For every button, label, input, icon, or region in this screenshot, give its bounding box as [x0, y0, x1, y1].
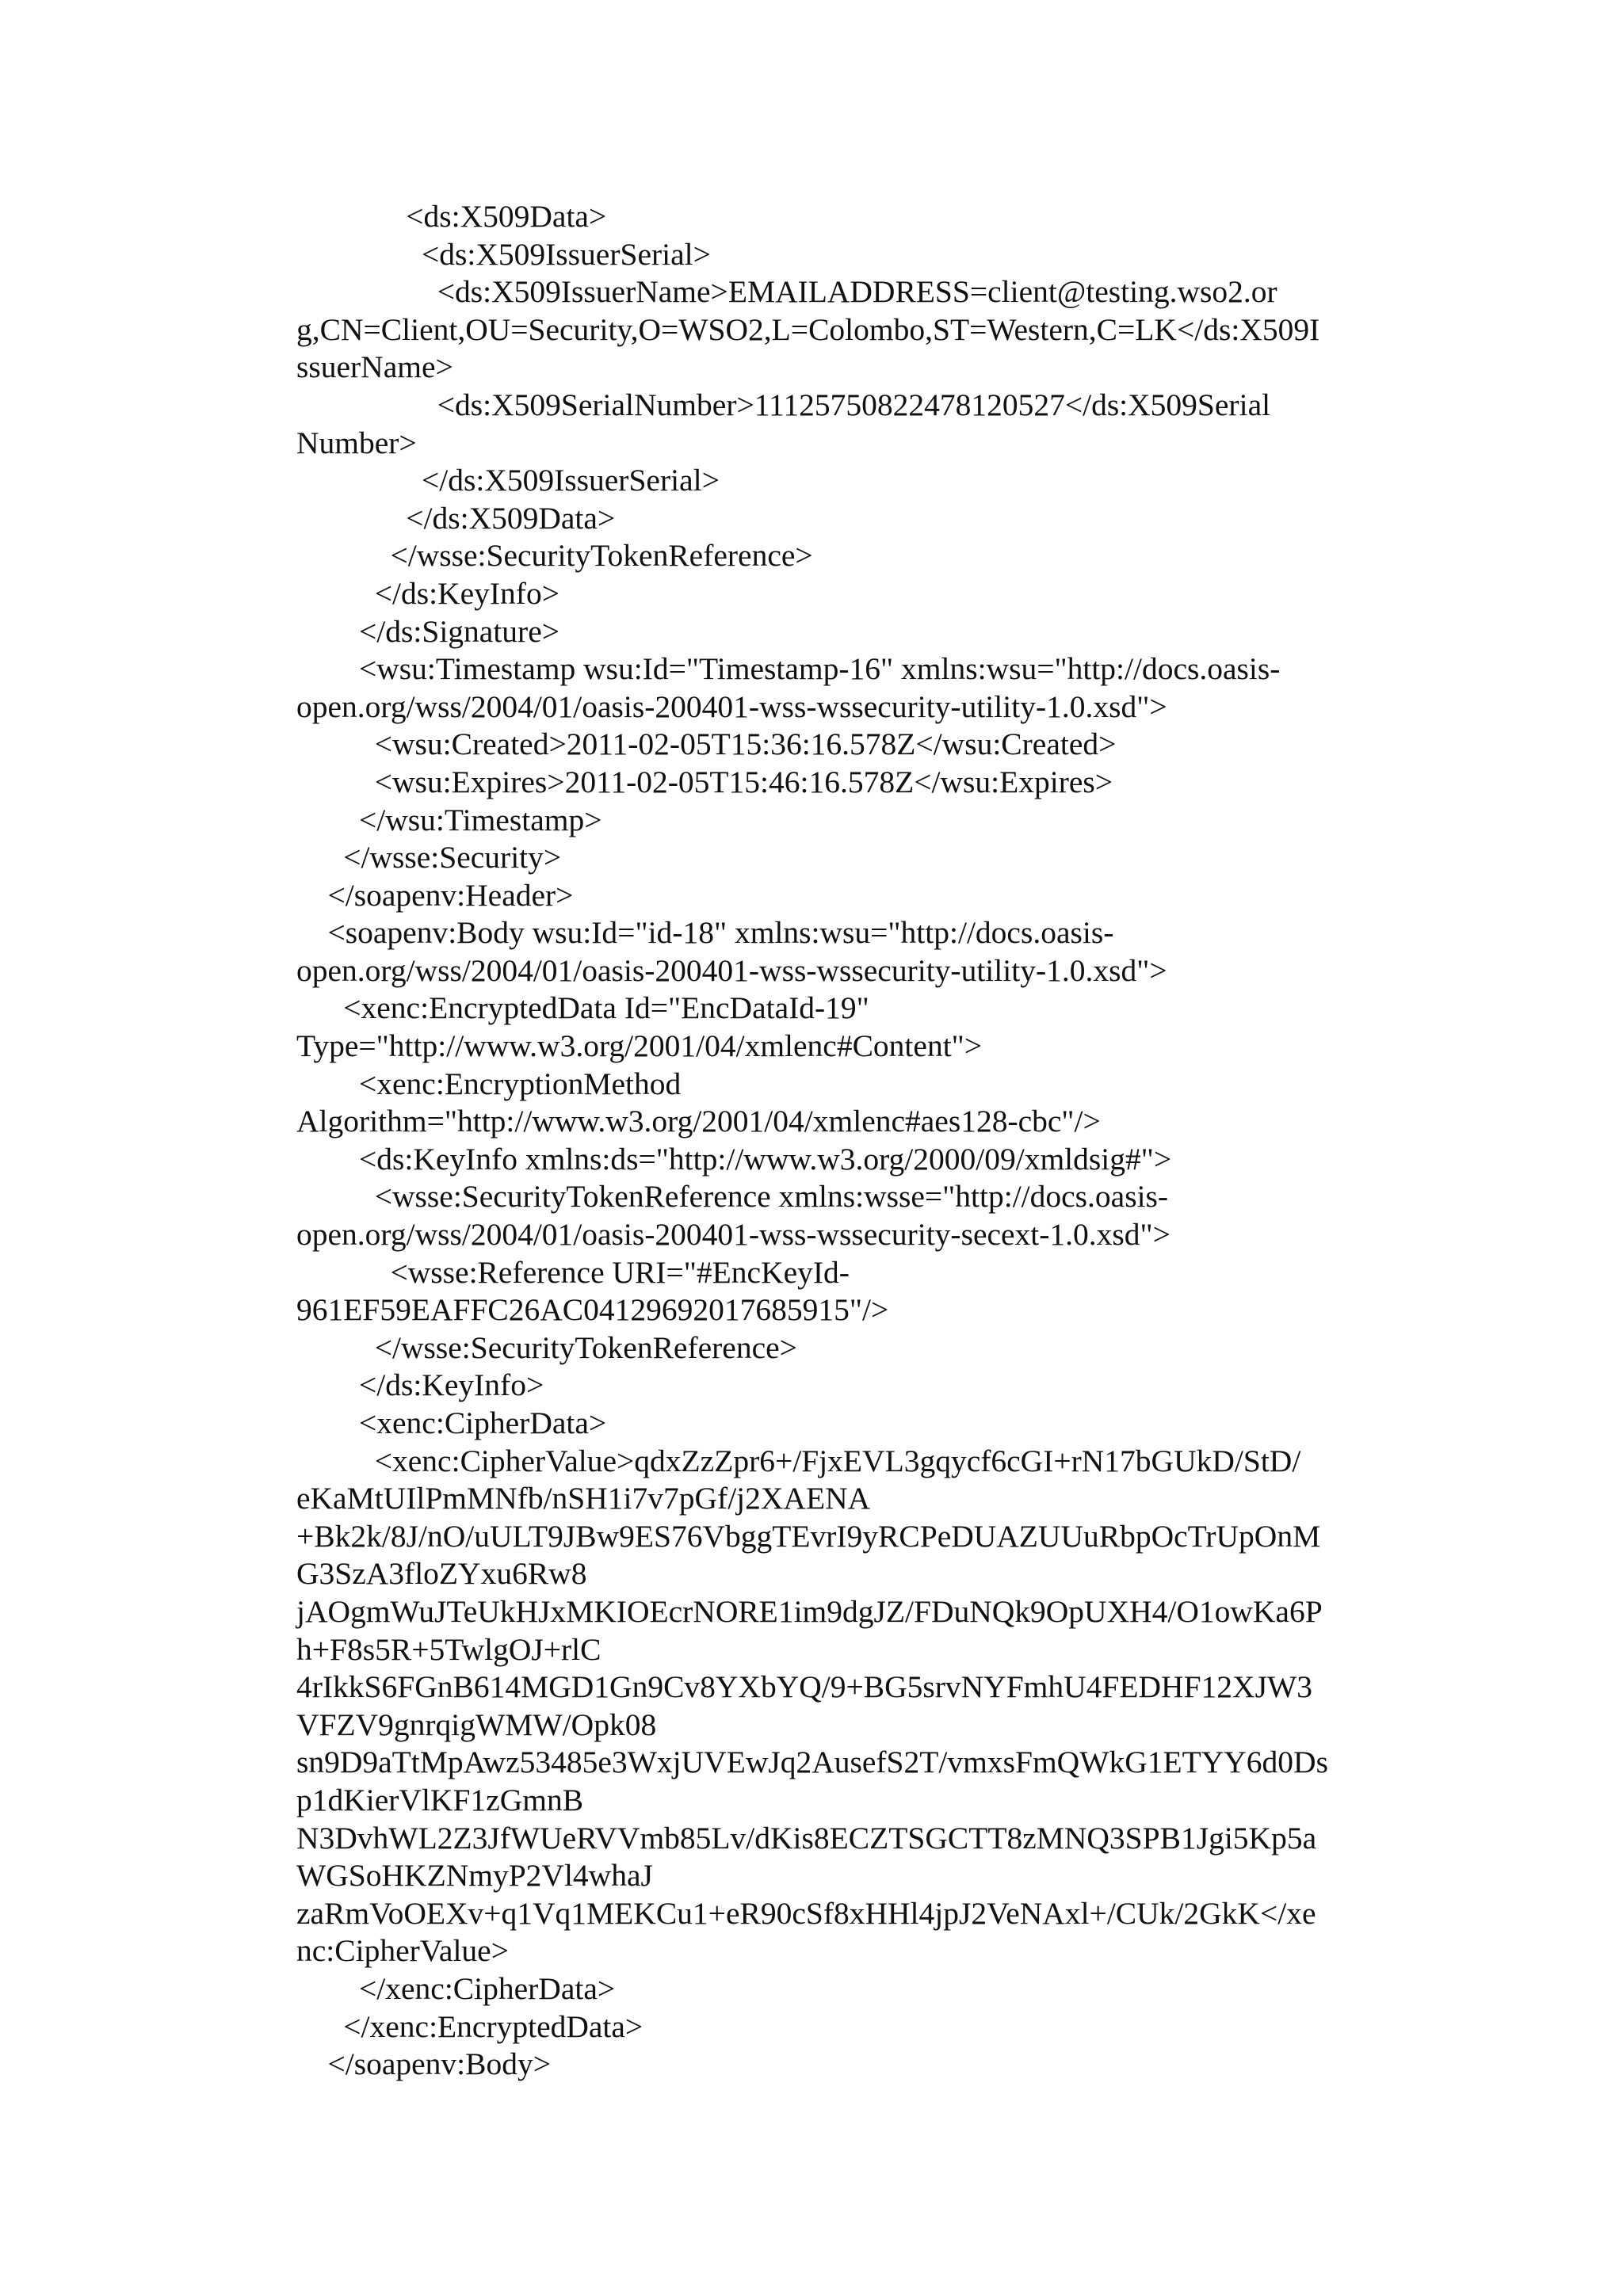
text-line: <ds:KeyInfo xmlns:ds="http://www.w3.org/2000/09/xmldsig#">: [296, 1141, 1172, 1177]
text-line: Algorithm="http://www.w3.org/2001/04/xmlenc#aes128-cbc"/>: [296, 1104, 1101, 1139]
text-line: <xenc:CipherValue>qdxZzZpr6+/FjxEVL3gqycf6cGI+rN17bGUkD/StD/: [296, 1443, 1301, 1478]
text-line: <soapenv:Body wsu:Id="id-18" xmlns:wsu="http://docs.oasis-: [296, 915, 1114, 951]
text-line: jAOgmWuJTeUkHJxMKIOEcrNORE1im9dgJZ/FDuNQk9OpUXH4/O1owKa6P: [296, 1593, 1323, 1629]
soap-xml-listing: [296, 198, 1390, 2084]
text-line: </ds:Signature>: [296, 613, 560, 649]
text-line: </xenc:EncryptedData>: [296, 2008, 643, 2044]
text-line: nc:CipherValue>: [296, 1933, 509, 1969]
text-line: VFZV9gnrqigWMW/Opk08: [296, 1707, 657, 1742]
text-line: open.org/wss/2004/01/oasis-200401-wss-wssecurity-utility-1.0.xsd">: [296, 688, 1167, 724]
text-line: N3DvhWL2Z3JfWUeRVVmb85Lv/dKis8ECZTSGCTT8zMNQ3SPB1Jgi5Kp5a: [296, 1820, 1317, 1855]
text-line: G3SzA3floZYxu6Rw8: [296, 1556, 587, 1592]
text-line: zaRmVoOEXv+q1Vq1MEKCu1+eR90cSf8xHHl4jpJ2VeNAxl+/CUk/2GkK</xe: [296, 1895, 1316, 1931]
text-line: </wsse:SecurityTokenReference>: [296, 1329, 797, 1365]
text-line: </wsse:Security>: [296, 840, 562, 875]
text-line: WGSoHKZNmyP2Vl4whaJ: [296, 1858, 653, 1894]
text-line: </ds:KeyInfo>: [296, 575, 559, 611]
text-line: p1dKierVlKF1zGmnB: [296, 1782, 584, 1817]
text-line: <xenc:CipherData>: [296, 1405, 607, 1440]
text-line: h+F8s5R+5TwlgOJ+rlC: [296, 1631, 601, 1667]
text-line: Number>: [296, 425, 417, 460]
text-line: <xenc:EncryptionMethod: [296, 1066, 682, 1101]
text-line: </ds:X509Data>: [296, 500, 616, 536]
text-line: <wsse:Reference URI="#EncKeyId-: [296, 1254, 850, 1290]
text-line: <wsu:Created>2011-02-05T15:36:16.578Z</wsu:Created>: [296, 727, 1117, 762]
text-line: </wsu:Timestamp>: [296, 802, 602, 837]
text-line: <xenc:EncryptedData Id="EncDataId-19": [296, 990, 869, 1026]
text-line: <wsse:SecurityTokenReference xmlns:wsse="http://docs.oasis-: [296, 1179, 1169, 1215]
text-line: </wsse:SecurityTokenReference>: [296, 538, 813, 574]
text-line: </xenc:CipherData>: [296, 1970, 616, 2006]
text-line: +Bk2k/8J/nO/uULT9JBw9ES76VbggTEvrI9yRCPeDUAZUUuRbpOcTrUpOnM: [296, 1518, 1321, 1554]
text-line: open.org/wss/2004/01/oasis-200401-wss-wssecurity-utility-1.0.xsd">: [296, 952, 1167, 988]
text-line: 961EF59EAFFC26AC04129692017685915"/>: [296, 1292, 889, 1328]
text-line: open.org/wss/2004/01/oasis-200401-wss-wssecurity-secext-1.0.xsd">: [296, 1217, 1170, 1253]
text-line: <ds:X509IssuerSerial>: [296, 236, 711, 272]
text-line: </soapenv:Body>: [296, 2046, 552, 2082]
text-line: <wsu:Timestamp wsu:Id="Timestamp-16" xmlns:wsu="http://docs.oasis-: [296, 651, 1281, 687]
text-line: 4rIkkS6FGnB614MGD1Gn9Cv8YXbYQ/9+BG5srvNYFmhU4FEDHF12XJW3: [296, 1669, 1312, 1705]
text-line: eKaMtUIlPmMNfb/nSH1i7v7pGf/j2XAENA: [296, 1481, 871, 1516]
text-line: sn9D9aTtMpAwz53485e3WxjUVEwJq2AusefS2T/vmxsFmQWkG1ETYY6d0Ds: [296, 1745, 1328, 1780]
text-line: <ds:X509IssuerName>EMAILADDRESS=client@testing.wso2.or: [296, 274, 1277, 310]
text-line: <ds:X509Data>: [296, 199, 607, 234]
text-line: <wsu:Expires>2011-02-05T15:46:16.578Z</wsu:Expires>: [296, 764, 1113, 799]
text-line: Type="http://www.w3.org/2001/04/xmlenc#Content">: [296, 1028, 983, 1064]
text-line: ssuerName>: [296, 349, 453, 385]
text-line: g,CN=Client,OU=Security,O=WSO2,L=Colombo,ST=Western,C=LK</ds:X509I: [296, 311, 1320, 347]
text-line: <ds:X509SerialNumber>11125750822478120527</ds:X509Serial: [296, 387, 1271, 422]
text-line: </soapenv:Header>: [296, 877, 574, 913]
text-line: </ds:KeyInfo>: [296, 1367, 544, 1403]
text-line: </ds:X509IssuerSerial>: [296, 463, 720, 498]
